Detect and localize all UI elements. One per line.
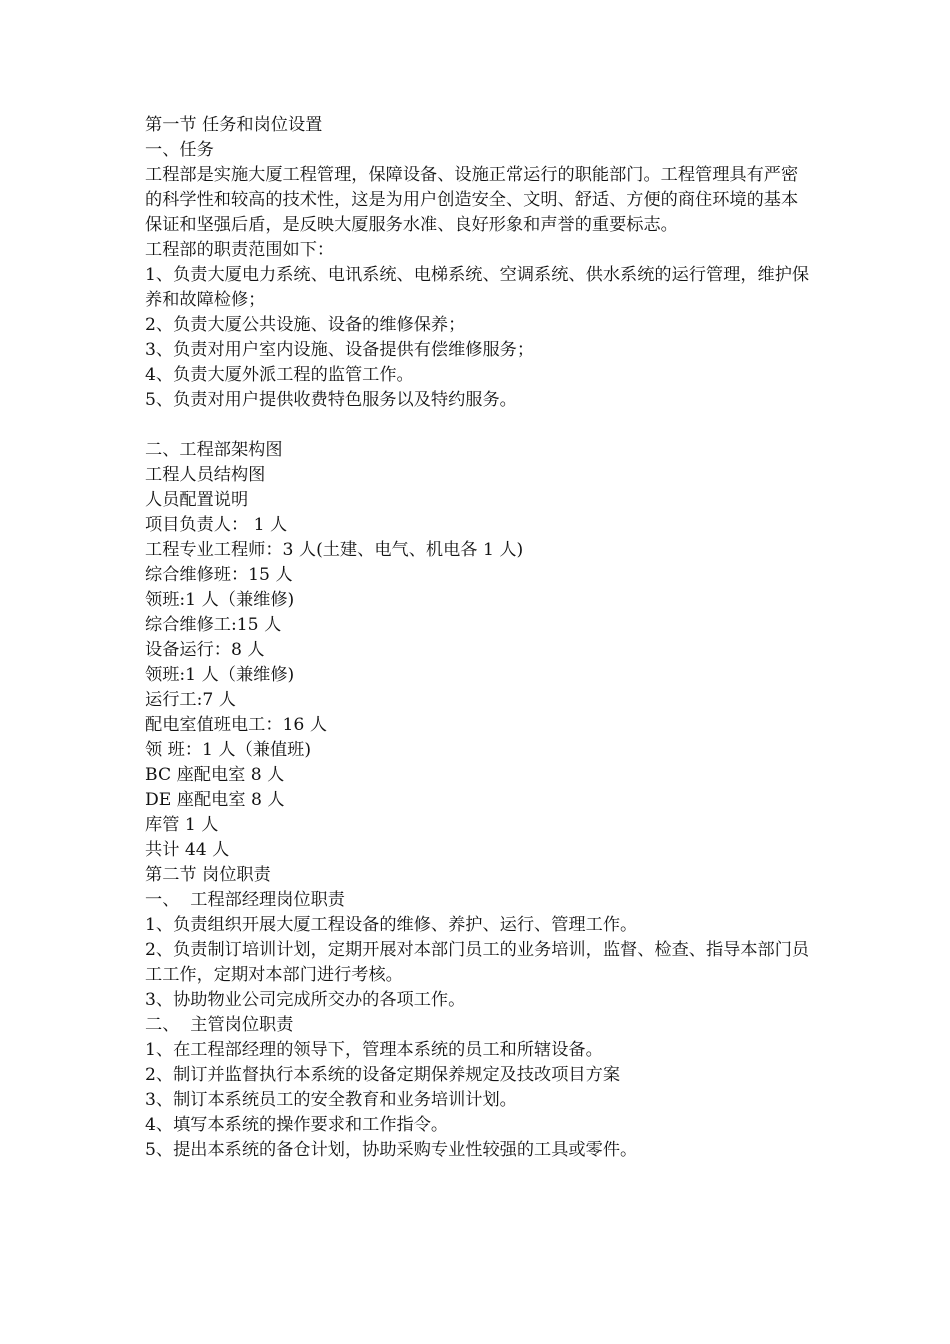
manager-duties-heading: 一、 工程部经理岗位职责 xyxy=(145,890,345,910)
staff-line: 综合维修班：15 人 xyxy=(145,565,293,585)
intro-paragraph: 工程部是实施大厦工程管理，保障设备、设施正常运行的职能部门。工程管理具有严密的科学性和较高的技术性，这是为用户创造安全、文明、舒适、方便的商住环境的基本保证和坚强后盾，是反映大厦服务水准、良好形象和声誉的重要标志。 xyxy=(145,165,799,235)
supervisor-duty-item: 3、制订本系统员工的安全教育和业务培训计划。 xyxy=(145,1090,517,1110)
scope-item: 4、负责大厦外派工程的监管工作。 xyxy=(145,365,414,385)
staff-line: 运行工:7 人 xyxy=(145,690,236,710)
supervisor-duty-item: 4、填写本系统的操作要求和工作指令。 xyxy=(145,1115,449,1135)
staff-total: 共计 44 人 xyxy=(145,840,230,860)
staff-line: 库管 1 人 xyxy=(145,815,219,835)
staff-line: 工程专业工程师：3 人(土建、电气、机电各 1 人) xyxy=(145,540,524,560)
manager-duty-item: 3、协助物业公司完成所交办的各项工作。 xyxy=(145,990,466,1010)
staff-line: 配电室值班电工：16 人 xyxy=(145,715,328,735)
manager-duty-item: 1、负责组织开展大厦工程设备的维修、养护、运行、管理工作。 xyxy=(145,915,638,935)
staff-line: 综合维修工:15 人 xyxy=(145,615,282,635)
staff-line: 项目负责人： 1 人 xyxy=(145,515,288,535)
staff-line: 设备运行：8 人 xyxy=(145,640,265,660)
supervisor-duty-item: 1、在工程部经理的领导下，管理本系统的员工和所辖设备。 xyxy=(145,1040,603,1060)
supervisor-duty-item: 5、提出本系统的备仓计划，协助采购专业性较强的工具或零件。 xyxy=(145,1140,638,1160)
staff-line: 领班:1 人（兼维修) xyxy=(145,665,295,685)
section2-title: 第二节 岗位职责 xyxy=(145,865,271,885)
section1-title: 第一节 任务和岗位设置 xyxy=(145,115,323,135)
scope-heading: 工程部的职责范围如下： xyxy=(145,240,335,260)
tasks-heading: 一、任务 xyxy=(145,140,214,160)
staff-line: BC 座配电室 8 人 xyxy=(145,765,285,785)
org-heading: 二、工程部架构图 xyxy=(145,440,283,460)
staff-chart-title: 工程人员结构图 xyxy=(145,465,266,485)
scope-item: 2、负责大厦公共设施、设备的维修保养； xyxy=(145,315,466,335)
supervisor-duties-heading: 二、 主管岗位职责 xyxy=(145,1015,294,1035)
staff-line: DE 座配电室 8 人 xyxy=(145,790,285,810)
staffing-note-title: 人员配置说明 xyxy=(145,490,249,510)
supervisor-duty-item: 2、制订并监督执行本系统的设备定期保养规定及技改项目方案 xyxy=(145,1065,621,1085)
staff-line: 领 班：1 人（兼值班) xyxy=(145,740,312,760)
scope-item: 3、负责对用户室内设施、设备提供有偿维修服务； xyxy=(145,340,535,360)
scope-item: 5、负责对用户提供收费特色服务以及特约服务。 xyxy=(145,390,517,410)
staff-line: 领班:1 人（兼维修) xyxy=(145,590,295,610)
manager-duty-item: 2、负责制订培训计划，定期开展对本部门员工的业务培训，监督、检查、指导本部门员工工作，定期对本部门进行考核。 xyxy=(145,940,810,985)
document-page xyxy=(145,113,815,1163)
blank-line xyxy=(145,413,815,438)
scope-item: 1、负责大厦电力系统、电讯系统、电梯系统、空调系统、供水系统的运行管理，维护保养和故障检修； xyxy=(145,265,810,310)
